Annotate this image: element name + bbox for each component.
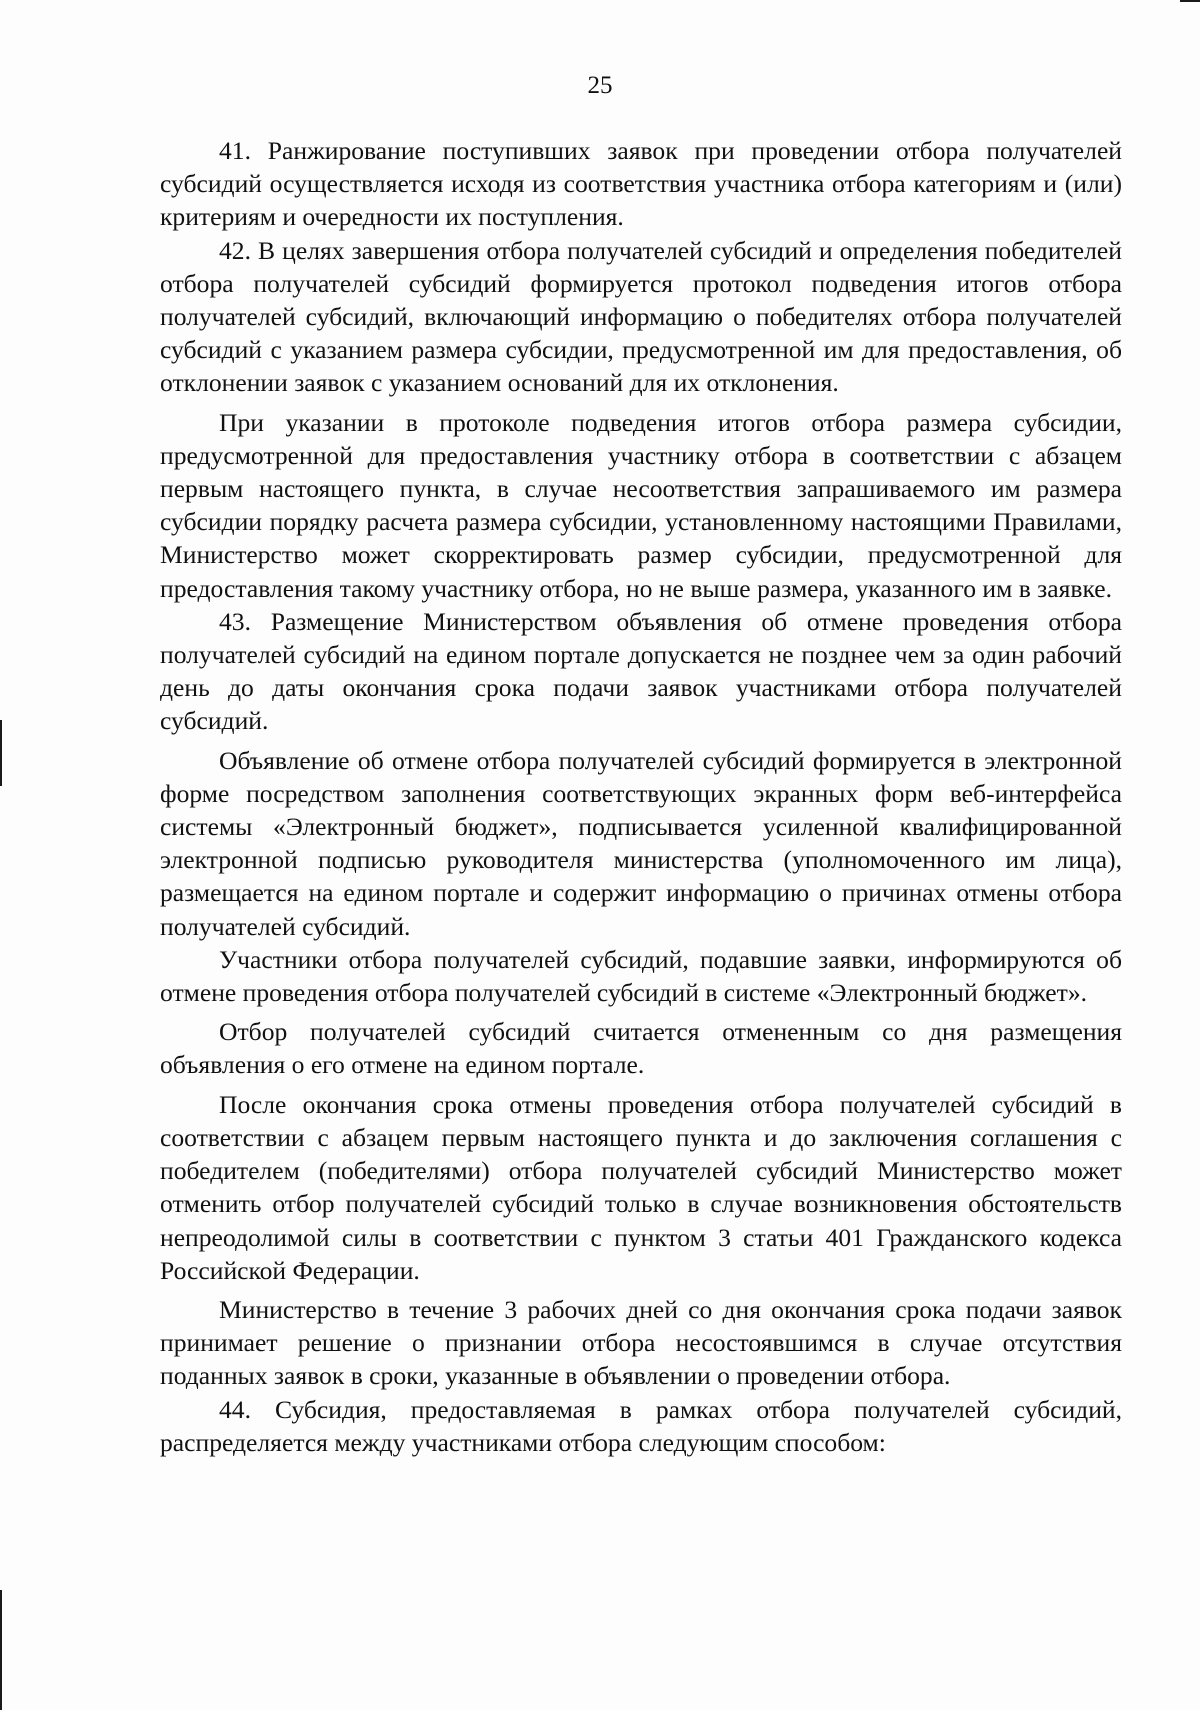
- scan-margin-mark: [0, 720, 2, 786]
- paragraph-43-cancelled-date: Отбор получателей субсидий считается отмененным со дня размещения объявления о его отмене на едином портале.: [160, 1017, 1122, 1080]
- page-number: 25: [587, 72, 613, 99]
- paragraph-42: 42. В целях завершения отбора получателей субсидий и определения победителей отбора получателей субсидий формируется протокол подведения итогов отбора получателей субсидий, включающий информацию о победителях отбора получателей субсидий с указанием размера субсидии, предусмотренной им для предоставления, об отклонении заявок с указанием оснований для их отклонения.: [160, 235, 1122, 398]
- paragraph-43-force-majeure: После окончания срока отмены проведения отбора получателей субсидий в соответствии с абзацем первым настоящего пункта и до заключения соглашения с победителем (победителями) отбора получателей субсидий Министерство может отменить отбор получателей субсидий только в случае возникновения обстоятельств непреодолимой силы в соответствии с пунктом 3 статьи 401 Гражданского кодекса Российской Федерации.: [160, 1089, 1122, 1285]
- paragraph-43: 43. Размещение Министерством объявления об отмене проведения отбора получателей субсидий на едином портале допускается не позднее чем за один рабочий день до даты окончания срока подачи заявок участниками отбора получателей субсидий.: [160, 606, 1122, 736]
- paragraph-43-cancel-announcement: Объявление об отмене отбора получателей субсидий формируется в электронной форме посредством заполнения соответствующих экранных форм веб-интерфейса системы «Электронный бюджет», подписывается усиленной квалифицированной электронной подписью руководителя министерства (уполномоченного им лица), размещается на едином портале и содержит информацию о причинах отмены отбора получателей субсидий.: [160, 745, 1122, 941]
- paragraph-44: 44. Субсидия, предоставляемая в рамках отбора получателей субсидий, распределяется между участниками отбора следующим способом:: [160, 1394, 1122, 1457]
- paragraph-43-participants-informed: Участники отбора получателей субсидий, подавшие заявки, информируются об отмене проведения отбора получателей субсидий в системе «Электронный бюджет».: [160, 944, 1122, 1008]
- paragraph-43-failed-selection: Министерство в течение 3 рабочих дней со дня окончания срока подачи заявок принимает решение о признании отбора несостоявшимся в случае отсутствия поданных заявок в сроки, указанные в объявлении о проведении отбора.: [160, 1294, 1122, 1391]
- scan-margin-mark: [0, 1590, 2, 1710]
- scan-margin-mark: [1180, 0, 1200, 2]
- paragraph-41: 41. Ранжирование поступивших заявок при проведении отбора получателей субсидий осуществляется исходя из соответствия участника отбора категориям и (или) критериям и очередности их поступления.: [160, 136, 1122, 232]
- paragraph-42-protocol-size: При указании в протоколе подведения итогов отбора размера субсидии, предусмотренной для предоставления участнику отбора в соответствии с абзацем первым настоящего пункта, в случае несоответствия запрашиваемого им размера субсидии порядку расчета размера субсидии, установленному настоящими Правилами, Министерство может скорректировать размер субсидии, предусмотренной для предоставления такому участнику отбора, но не выше размера, указанного им в заявке.: [160, 407, 1122, 603]
- document-body: [160, 134, 1122, 1459]
